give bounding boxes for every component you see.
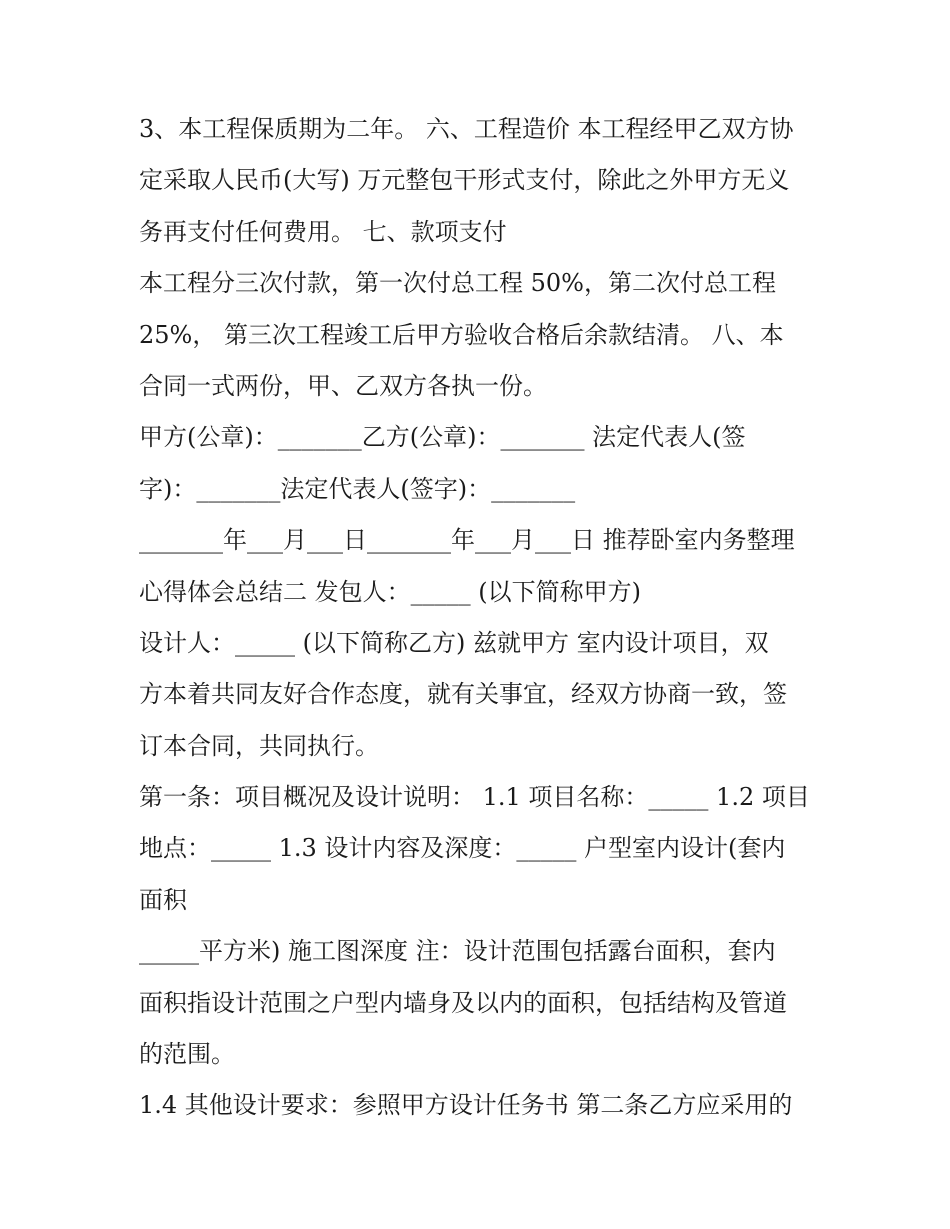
text-line: _____平方米) 施工图深度 注：设计范围包括露台面积，套内 bbox=[139, 937, 776, 966]
text-line: 本工程分三次付款，第一次付总工程 50%，第二次付总工程 bbox=[139, 269, 776, 298]
text-line: 定采取人民币(大写) 万元整包干形式支付，除此之外甲方无义 bbox=[139, 166, 790, 195]
text-line: 字)：_______法定代表人(签字)：_______ bbox=[139, 474, 576, 503]
text-line: 1.4 其他设计要求：参照甲方设计任务书 第二条乙方应采用的 bbox=[139, 1091, 793, 1120]
document-body bbox=[139, 104, 819, 1132]
text-line: 设计人：_____ (以下简称乙方) 兹就甲方 室内设计项目，双 bbox=[139, 628, 769, 657]
text-line: 25%， 第三次工程竣工后甲方验收合格后余款结清。 八、本 bbox=[139, 320, 784, 349]
text-line: 面积指设计范围之户型内墙身及以内的面积，包括结构及管道 bbox=[139, 988, 787, 1017]
text-line: 3、本工程保质期为二年。 六、工程造价 本工程经甲乙双方协 bbox=[139, 115, 794, 143]
text-line: 合同一式两份，甲、乙双方各执一份。 bbox=[139, 371, 547, 400]
text-line: 地点：_____ 1.3 设计内容及深度：_____ 户型室内设计(套内 bbox=[139, 834, 786, 863]
text-line: 务再支付任何费用。 七、款项支付 bbox=[139, 217, 507, 246]
text-line: 方本着共同友好合作态度，就有关事宜，经双方协商一致，签 bbox=[139, 680, 787, 709]
text-line: 第一条：项目概况及设计说明： 1.1 项目名称：_____ 1.2 项目 bbox=[139, 783, 810, 812]
text-line: 订本合同，共同执行。 bbox=[139, 731, 379, 760]
text-line: 甲方(公章)：_______乙方(公章)：_______ 法定代表人(签 bbox=[139, 423, 746, 452]
text-line: 面积 bbox=[139, 885, 187, 914]
text-line: 的范围。 bbox=[139, 1040, 235, 1069]
text-line: _______年___月___日_______年___月___日 推荐卧室内务整理 bbox=[139, 526, 795, 555]
text-line: 心得体会总结二 发包人：_____ (以下简称甲方) bbox=[139, 577, 641, 606]
